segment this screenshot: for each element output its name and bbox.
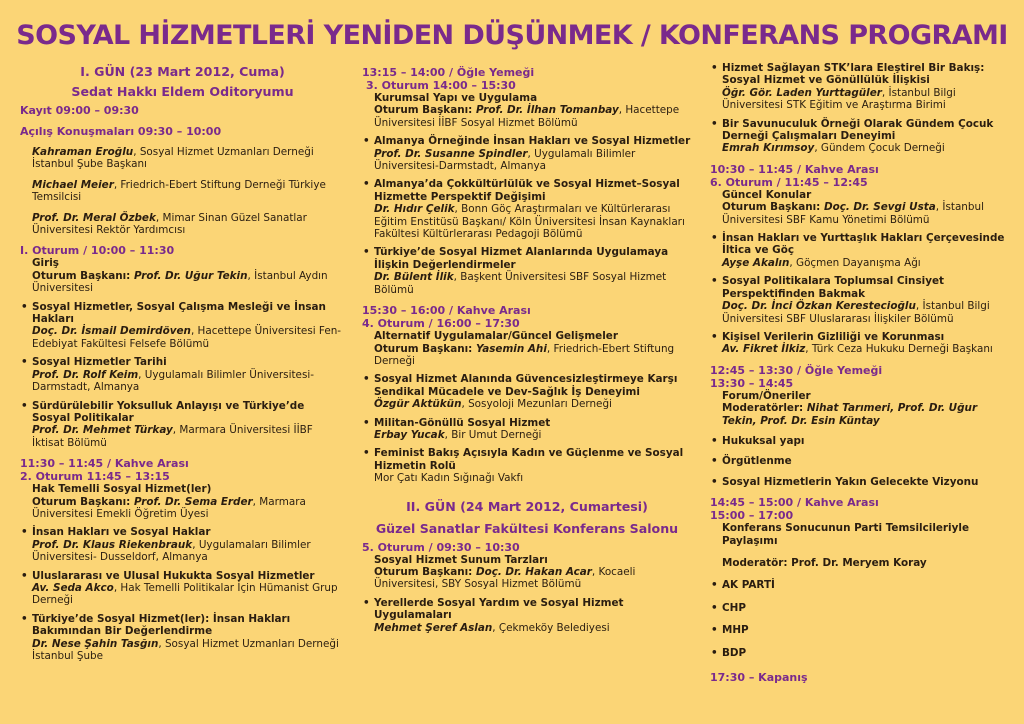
list-item: • Sosyal Hizmetler Tarihi Prof. Dr. Rolf Keim, Uygulamalı Bilimler Üniversitesi-Darmstadt, Almanya	[20, 356, 345, 393]
session5-time: 5. Oturum / 09:30 – 10:30	[362, 540, 520, 554]
session2	[20, 483, 345, 520]
list-item: • CHP	[710, 602, 1010, 614]
session4-talks	[362, 373, 692, 484]
list-item: • Almanya Örneğinde İnsan Hakları ve Sosyal Hizmetler Prof. Dr. Susanne Spindler, Uygulamalı Bilimler Üniversitesi-Darmstadt, Almanya	[362, 135, 692, 172]
list-item: • İnsan Hakları ve Yurttaşlık Hakları Çerçevesinde İltica ve Göç Ayşe Akalın, Göçmen Dayanışma Ağı	[710, 232, 1010, 269]
session4-time: 4. Oturum / 16:00 – 17:30	[362, 317, 520, 331]
list-item: • İnsan Hakları ve Sosyal Haklar Prof. Dr. Klaus Riekenbrauk, Uygulamaları Bilimler Üniversitesi- Dusseldorf, Almanya	[20, 526, 345, 563]
session-topic: Hak Temelli Sosyal Hizmet(ler)	[32, 483, 212, 496]
list-item: • Sosyal Hizmet Alanında Güvencesizleştirmeye Karşı Sendikal Mücadele ve Dev-Sağlık İş Deneyimi Özgür Aktükün, Sosyoloji Mezunları Derneği	[362, 373, 692, 410]
session4	[362, 330, 692, 367]
speaker: Kahraman Eroğlu, Sosyal Hizmet Uzmanları Derneği İstanbul Şube Başkanı	[32, 146, 314, 171]
list-item: • Sosyal Politikalara Toplumsal Cinsiyet Perspektifinden Bakmak Doç. Dr. İnci Özkan Kerestecioğlu, İstanbul Bilgi Üniversitesi SBF Uluslararası İlişkiler Bölümü	[710, 275, 1010, 325]
session3	[362, 92, 692, 129]
list-item: • Kişisel Verilerin Gizliliği ve Korunması Av. Fikret İlkiz, Türk Ceza Hukuku Derneği Başkanı	[710, 331, 1010, 356]
session2-talks	[20, 526, 345, 662]
speaker: Michael Meier, Friedrich-Ebert Stiftung Derneği Türkiye Temsilcisi	[32, 178, 326, 204]
list-item: • Sosyal Hizmetlerin Yakın Gelecekte Vizyonu	[710, 476, 1010, 488]
lunch1: 13:15 – 14:00 / Öğle Yemeği	[362, 66, 535, 79]
closing: 17:30 – Kapanış	[710, 671, 808, 684]
page-title: SOSYAL HİZMETLERİ YENİDEN DÜŞÜNMEK / KONFERANS PROGRAMI	[16, 20, 1008, 51]
list-item: • Hukuksal yapı	[710, 435, 1010, 447]
session-chair: Oturum Başkanı: Doç. Dr. Sevgi Usta, İstanbul Üniversitesi SBF Kamu Yönetimi Bölümü	[722, 201, 984, 226]
list-item: • Almanya’da Çokkültürlülük ve Sosyal Hizmet–Sosyal Hizmette Perspektif Değişimi Dr. Hıdır Çelik, Bonn Göç Araştırmaları ve Kültürlerarası Eğitim Enstitüsü Başkanı/ Köln Üniversitesi İnsan Kaynakları Fakültesi Kültürlerarası Pedagoji Bölümü	[362, 178, 692, 240]
session-chair: Oturum Başkanı: Prof. Dr. Uğur Tekin, İstanbul Aydın Üniversitesi	[32, 269, 328, 295]
session6	[710, 189, 1010, 226]
day2-venue: Güzel Sanatlar Fakültesi Konferans Salonu	[375, 520, 679, 536]
session5-talks-b	[710, 62, 1010, 155]
session-topic: Güncel Konular	[722, 188, 812, 201]
day2-heading: II. GÜN (24 Mart 2012, Cumartesi)	[406, 498, 648, 514]
session-chair: Oturum Başkanı: Yasemin Ahi, Friedrich-Ebert Stiftung Derneği	[374, 342, 675, 367]
list-item: • Bir Savunuculuk Örneği Olarak Gündem Çocuk Derneği Çalışmaları Deneyimi Emrah Kırımsoy, Gündem Çocuk Derneği	[710, 118, 1010, 155]
list-item: • Türkiye’de Sosyal Hizmet Alanlarında Uygulamaya İlişkin Değerlendirmeler Dr. Bülent İlik, Başkent Üniversitesi SBF Sosyal Hizmet Bölümü	[362, 246, 692, 296]
list-item: • Uluslararası ve Ulusal Hukukta Sosyal Hizmetler Av. Seda Akco, Hak Temelli Politikalar İçin Hümanist Grup Derneği	[20, 570, 345, 607]
list-item: • MHP	[710, 624, 1010, 636]
column-2	[362, 66, 692, 634]
list-item: • Örgütlenme	[710, 455, 1010, 467]
registration-slot: Kayıt 09:00 – 09:30	[20, 104, 139, 117]
forum-topics	[710, 435, 1010, 488]
column-3	[710, 62, 1010, 684]
opening-speakers	[20, 146, 345, 236]
list-item: • Hizmet Sağlayan STK’lara Eleştirel Bir Bakış: Sosyal Hizmet ve Gönüllülük İlişkisi Öğr. Gör. Laden Yurttagüler, İstanbul Bilgi Üniversitesi STK Eğitim ve Araştırma Birimi	[710, 62, 1010, 112]
list-item: • Sürdürülebilir Yoksulluk Anlayışı ve Türkiye’de Sosyal Politikalar Prof. Dr. Mehmet Türkay, Marmara Üniversitesi İİBF İktisat Bölümü	[20, 400, 345, 450]
final-moderator: Moderatör: Prof. Dr. Meryem Koray	[722, 556, 927, 569]
list-item: • BDP	[710, 647, 1010, 659]
session-chair: Oturum Başkanı: Prof. Dr. İlhan Tomanbay, Hacettepe Üniversitesi İİBF Sosyal Hizmet Bölümü	[374, 104, 680, 129]
break3: 10:30 – 11:45 / Kahve Arası	[710, 162, 879, 176]
moderators: Moderatörler: Nihat Tarımeri, Prof. Dr. Uğur Tekin, Prof. Dr. Esin Küntay	[722, 402, 978, 427]
session-topic: Kurumsal Yapı ve Uygulama	[374, 92, 538, 104]
session-topic: Alternatif Uygulamalar/Güncel Gelişmeler	[374, 330, 618, 343]
list-item: • Türkiye’de Sosyal Hizmet(ler): İnsan Hakları Bakımından Bir Değerlendirme Dr. Nese Şahin Tasğın, Sosyal Hizmet Uzmanları Derneği İstanbul Şube	[20, 613, 345, 663]
session-topic: Forum/Öneriler	[722, 389, 811, 402]
session5	[362, 554, 692, 591]
list-item: • Militan-Gönüllü Sosyal Hizmet Erbay Yucak, Bir Umut Derneği	[362, 417, 692, 442]
final-topic: Konferans Sonucunun Parti Temsilcileriyle Paylaşımı	[722, 522, 969, 547]
day1-heading: I. GÜN (23 Mart 2012, Cuma)	[80, 64, 285, 79]
session-chair: Oturum Başkanı: Doç. Dr. Hakan Acar, Kocaeli Üniversitesi, SBY Sosyal Hizmet Bölümü	[374, 565, 636, 591]
session1-talks	[20, 301, 345, 449]
session-topic: Sosyal Hizmet Sunum Tarzları	[374, 553, 548, 566]
final-time: 15:00 – 17:00	[710, 509, 794, 523]
day1-venue: Sedat Hakkı Eldem Oditoryumu	[71, 84, 294, 99]
list-item: • Sosyal Hizmetler, Sosyal Çalışma Mesleği ve İnsan Hakları Doç. Dr. İsmail Demirdöven, Hacettepe Üniversitesi Fen-Edebiyat Fakültesi Felsefe Bölümü	[20, 301, 345, 351]
break4: 14:45 – 15:00 / Kahve Arası	[710, 496, 879, 510]
forum	[710, 390, 1010, 427]
session-chair: Oturum Başkanı: Prof. Dr. Sema Erder, Marmara Üniversitesi Emekli Öğretim Üyesi	[32, 495, 306, 520]
session3-talks	[362, 135, 692, 296]
session6-talks	[710, 232, 1010, 356]
party-list	[710, 579, 1010, 659]
session-topic: Giriş	[32, 257, 59, 270]
session3-time: 3. Oturum 14:00 – 15:30	[366, 79, 516, 92]
column-1	[20, 64, 345, 662]
session5-talks-a	[362, 597, 692, 634]
session1-time: I. Oturum / 10:00 – 11:30	[20, 244, 175, 258]
session1	[20, 257, 345, 294]
list-item: • Feminist Bakış Açısıyla Kadın ve Güçlenme ve Sosyal Hizmetin Rolü Mor Çatı Kadın Sığınağı Vakfı	[362, 447, 692, 484]
session2-time: 2. Oturum 11:45 – 13:15	[20, 470, 170, 484]
lunch2: 12:45 – 13:30 / Öğle Yemeği	[710, 363, 883, 377]
list-item: • Yerellerde Sosyal Yardım ve Sosyal Hizmet Uygulamaları Mehmet Şeref Aslan, Çekmeköy Belediyesi	[362, 597, 692, 634]
break2: 15:30 – 16:00 / Kahve Arası	[362, 304, 531, 318]
opening-slot: Açılış Konuşmaları 09:30 – 10:00	[20, 125, 222, 138]
speaker: Prof. Dr. Meral Özbek, Mimar Sinan Güzel Sanatlar Üniversitesi Rektör Yardımcısı	[32, 211, 307, 237]
forum-time: 13:30 – 14:45	[710, 376, 794, 390]
break1: 11:30 – 11:45 / Kahve Arası	[20, 457, 189, 471]
list-item: • AK PARTİ	[710, 579, 1010, 591]
session6-time: 6. Oturum / 11:45 – 12:45	[710, 175, 868, 189]
